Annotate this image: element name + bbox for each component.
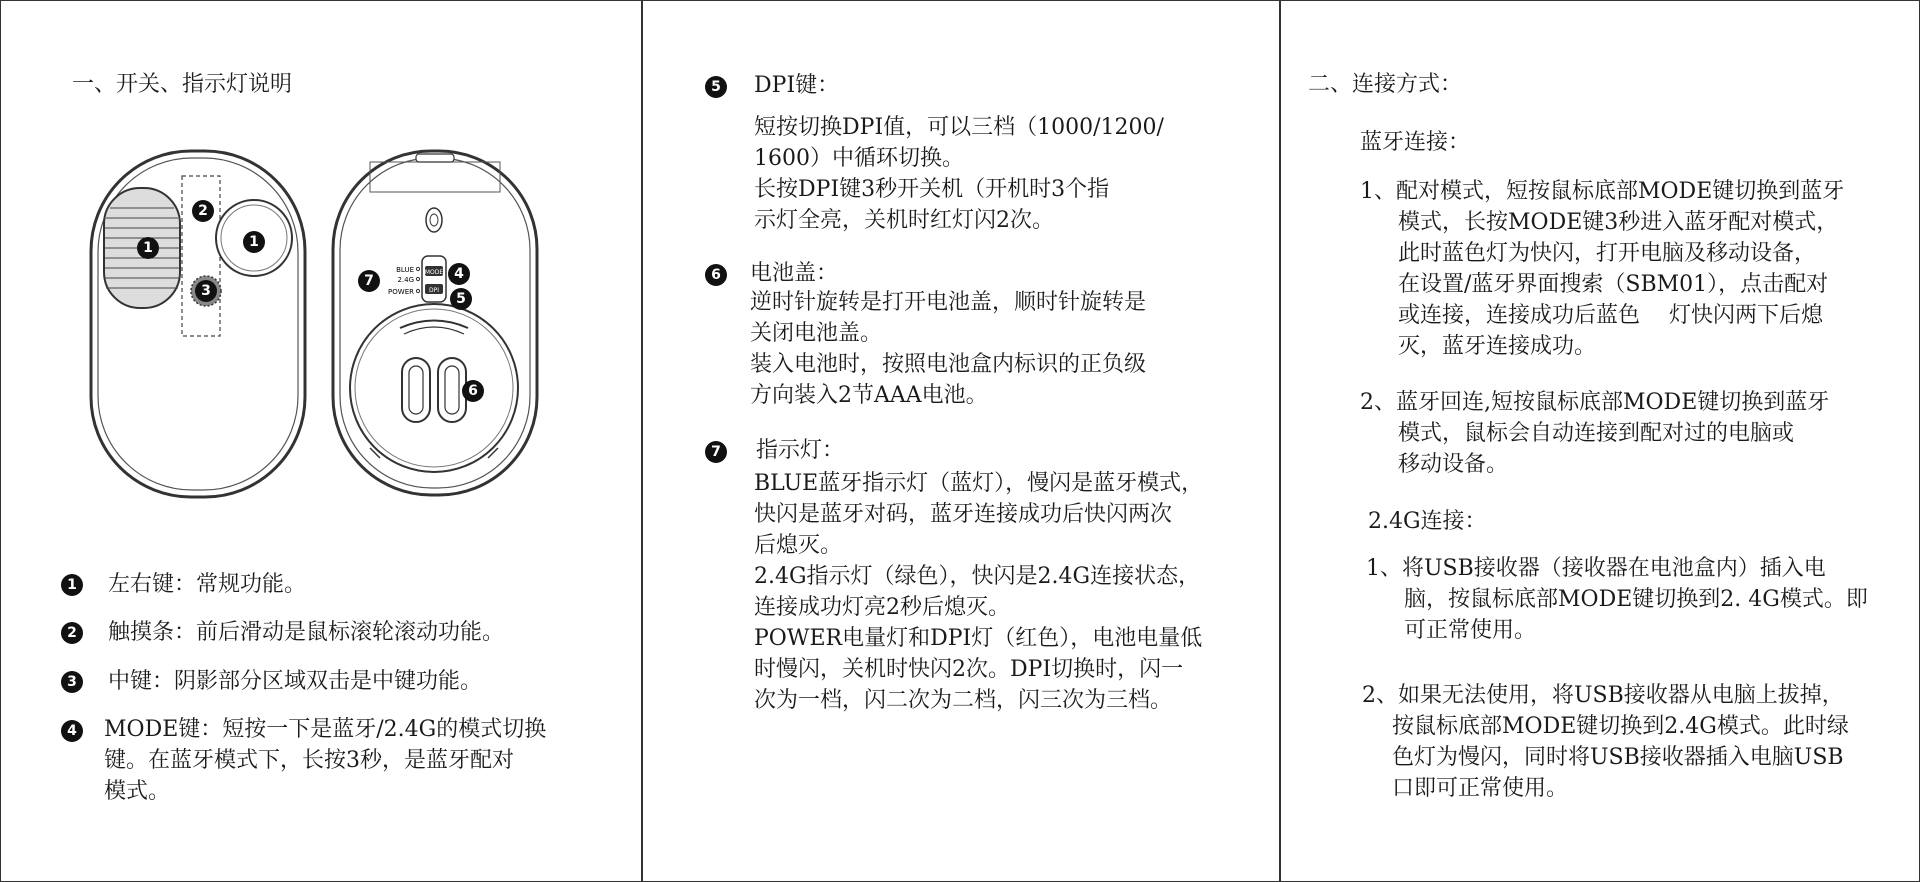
section-5-title: DPI键：	[754, 73, 840, 98]
marker-1-right: 1	[243, 231, 265, 253]
section-heading-switches: 一、开关、指示灯说明	[72, 72, 293, 97]
item-2-number: 2	[61, 622, 83, 644]
item-4-text: MODE键：短按一下是蓝牙/2.4G的模式切换 键。在蓝牙模式下，长按3秒，是蓝牙配对 模式。	[104, 717, 547, 804]
g24-led-label: 2.4G	[397, 276, 414, 284]
battery-cover	[350, 304, 518, 472]
section-7-title: 指示灯：	[756, 438, 845, 463]
g24-item-1: 1、将USB接收器（接收器在电池盒内）插入电 脑，按鼠标底部MODE键切换到2. 4G模式。即 可正常使用。	[1366, 556, 1868, 643]
marker-2-touch: 2	[192, 200, 214, 222]
bt-item-2: 2、蓝牙回连,短按鼠标底部MODE键切换到蓝牙 模式，鼠标会自动连接到配对过的电脑或 移动设备。	[1360, 390, 1830, 477]
marker-7-indicator: 7	[358, 270, 380, 292]
bluetooth-title: 蓝牙连接：	[1360, 130, 1471, 155]
section-7-text: BLUE蓝牙指示灯（蓝灯），慢闪是蓝牙模式， 快闪是蓝牙对码，蓝牙连接成功后快闪两次 后熄灭。 2.4G指示灯（绿色），快闪是2.4G连接状态， 连接成功灯亮2秒后熄灭。 POWER电量灯和DPI灯（红色），电池电量低 时慢闪，关机时快闪2次。DPI切换时，闪一 次为一档，闪二次为二档，闪三次为三档。	[754, 471, 1204, 713]
marker-3-middle: 3	[195, 280, 217, 302]
optical-sensor	[426, 208, 442, 232]
power-led-label: POWER	[388, 288, 414, 296]
section-6-text: 逆时针旋转是打开电池盖，顺时针旋转是 关闭电池盖。 装入电池时，按照电池盒内标识的正负级 方向装入2节AAA电池。	[750, 290, 1147, 408]
marker-4-mode: 4	[448, 263, 470, 285]
item-3-text: 中键：阴影部分区域双击是中键功能。	[108, 669, 483, 694]
item-3-number: 3	[61, 671, 83, 693]
section-heading-connection: 二、连接方式：	[1308, 72, 1463, 97]
item-4-number: 4	[61, 720, 83, 742]
bt-item-1: 1、配对模式，短按鼠标底部MODE键切换到蓝牙 模式，长按MODE键3秒进入蓝牙配对模式， 此时蓝色灯为快闪，打开电脑及移动设备， 在设置/蓝牙界面搜索（SBM01），点击配对 或连接，连接成功后蓝色 灯快闪两下后熄 灭，蓝牙连接成功。	[1360, 179, 1845, 359]
marker-6-battery: 6	[462, 380, 484, 402]
column-divider-2	[1279, 0, 1281, 882]
section-7-number: 7	[705, 441, 727, 463]
section-5-text: 短按切换DPI值，可以三档（1000/1200/ 1600）中循环切换。 长按DPI键3秒开关机（开机时3个指 示灯全亮，关机时红灯闪2次。	[754, 115, 1164, 233]
blue-led-label: BLUE	[396, 266, 414, 274]
marker-1-left: 1	[137, 237, 159, 259]
g24-item-2: 2、如果无法使用，将USB接收器从电脑上拔掉， 按鼠标底部MODE键切换到2.4G模式。此时绿 色灯为慢闪，同时将USB接收器插入电脑USB 口即可正常使用。	[1362, 683, 1849, 801]
item-1-number: 1	[61, 574, 83, 596]
section-6-number: 6	[705, 264, 727, 286]
item-1-text: 左右键：常规功能。	[108, 572, 307, 597]
mode-key-label: MODE	[424, 269, 444, 276]
dpi-key-label: DPI	[428, 287, 440, 294]
g24-title: 2.4G连接：	[1368, 509, 1487, 534]
marker-5-dpi: 5	[450, 288, 472, 310]
column-divider-1	[641, 0, 643, 882]
section-6-title: 电池盖：	[750, 261, 839, 286]
section-5-number: 5	[705, 76, 727, 98]
item-2-text: 触摸条：前后滑动是鼠标滚轮滚动功能。	[108, 620, 505, 645]
mouse-bottom-view-illustration	[330, 148, 540, 498]
